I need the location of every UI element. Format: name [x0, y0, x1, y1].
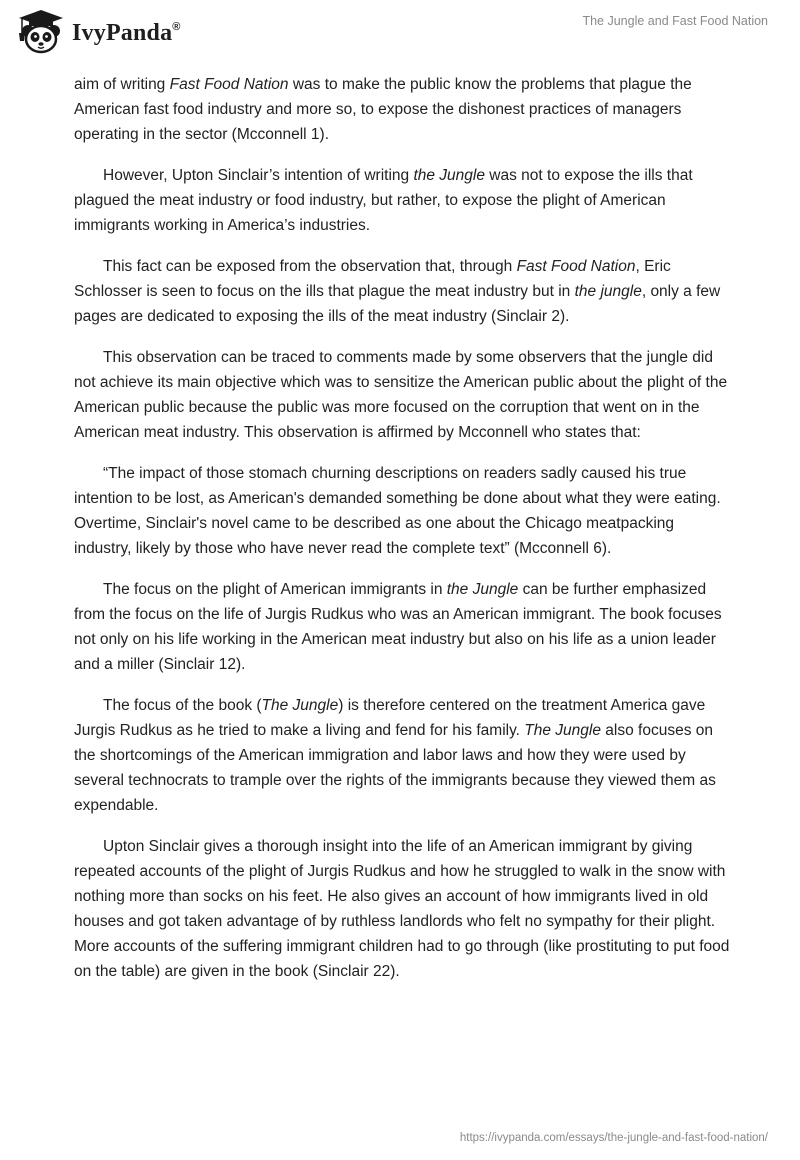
italic-title: Fast Food Nation: [516, 258, 636, 275]
page-header: [0, 0, 800, 70]
brand-name: [72, 20, 181, 47]
italic-title: The Jungle: [524, 722, 601, 739]
paragraph-text: , Eric Schlosser is seen to focus on the ills that plague the meat industry but in: [74, 258, 671, 300]
essay-paragraph: [74, 345, 734, 445]
paragraph-text: was not to expose the ills that plagued the meat industry or food industry, but rather, to expose the plight of American immigrants working in America’s industries.: [74, 167, 693, 234]
registered-mark: ®: [172, 20, 181, 33]
italic-title: the Jungle: [446, 581, 519, 598]
brand-name-text: IvyPanda: [72, 19, 173, 46]
paragraph-text: ) is therefore centered on the treatment America gave Jurgis Rudkus as he tried to make a living and fend for his family.: [74, 697, 706, 739]
italic-title: The Jungle: [261, 697, 339, 714]
paragraph-text: can be further emphasized from the focus on the life of Jurgis Rudkus who was an American immigrant. The book focuses not only on his life working in the American meat industry but also on his life as a union leader and a miller (Sinclair 12).: [74, 581, 722, 673]
essay-paragraph: [74, 254, 734, 329]
paragraph-text: The focus on the plight of American immigrants in: [103, 581, 447, 598]
document-title: The Jungle and Fast Food Nation: [582, 14, 768, 28]
paragraph-text: Upton Sinclair gives a thorough insight into the life of an American immigrant by giving repeated accounts of the plight of Jurgis Rudkus and how he struggled to walk in the snow with nothing more than socks on his feet. He also gives an account of how immigrants lived in old houses and got taken advantage of by ruthless landlords who felt no sympathy for their plight. More accounts of the suffering immigrant children had to go through (like prostituting to put food on the table) are given in the book (Sinclair 22).: [74, 838, 730, 980]
essay-body: [74, 72, 734, 1000]
essay-paragraph: [74, 163, 734, 238]
italic-title: the Jungle: [413, 167, 485, 184]
italic-title: Fast Food Nation: [169, 76, 289, 93]
brand-logo[interactable]: [16, 9, 181, 55]
essay-paragraph: [74, 693, 734, 818]
essay-paragraph: [74, 72, 734, 147]
paragraph-text: was to make the public know the problems that plague the American fast food industry and more so, to expose the dishonest practices of managers operating in the sector (Mcconnell 1).: [74, 76, 692, 143]
paragraph-text: The focus of the book (: [103, 697, 262, 714]
source-url[interactable]: https://ivypanda.com/essays/the-jungle-and-fast-food-nation/: [459, 1132, 768, 1144]
paragraph-text: aim of writing: [74, 76, 170, 93]
essay-paragraph: [74, 577, 734, 677]
paragraph-text: This fact can be exposed from the observation that, through: [103, 258, 517, 275]
paragraph-text: also focuses on the shortcomings of the American immigration and labor laws and how they were used by several technocrats to trample over the rights of the immigrants because they viewed them as expendable.: [74, 722, 716, 814]
paragraph-text: , only a few pages are dedicated to exposing the ills of the meat industry (Sinclair 2).: [74, 283, 721, 325]
paragraph-text: “The impact of those stomach churning descriptions on readers sadly caused his true intention to be lost, as American's demanded something be done about what they were eating. Overtime, Sinclair's novel came to be described as one about the Chicago meatpacking industry, likely by those who have never read the complete text” (Mcconnell 6).: [74, 465, 721, 557]
paragraph-text: However, Upton Sinclair’s intention of writing: [103, 167, 414, 184]
panda-graduate-icon: [16, 9, 66, 55]
paragraph-text: This observation can be traced to comments made by some observers that the jungle did not achieve its main objective which was to sensitize the American public about the plight of the American public because the public was more focused on the corruption that went on in the American meat industry. This observation is affirmed by Mcconnell who states that:: [74, 349, 728, 441]
essay-paragraph: [74, 461, 734, 561]
essay-paragraph: [74, 834, 734, 984]
italic-title: the jungle: [574, 283, 642, 300]
